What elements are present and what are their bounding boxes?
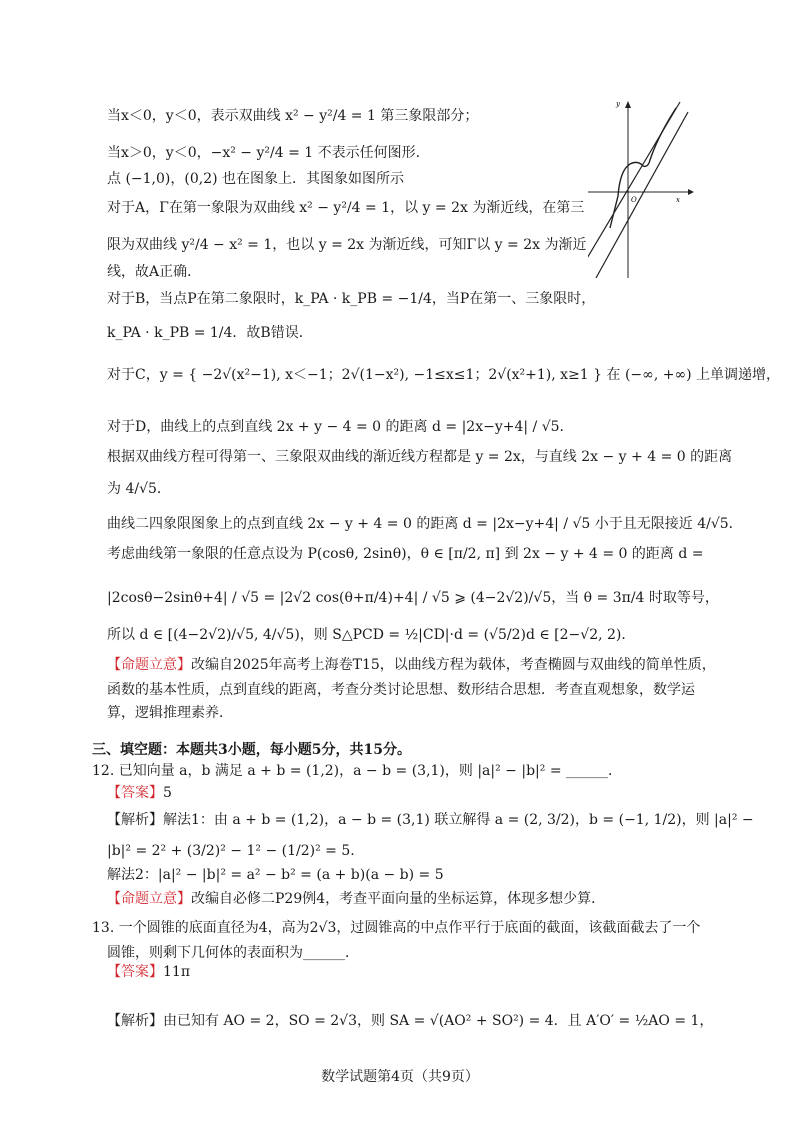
answer-value: 5 [163, 785, 172, 801]
answer-label: 【答案】 [107, 964, 163, 980]
text-line: 对于B，当点P在第二象限时，k_PA · k_PB = −1/4，当P在第一、三象限时， [107, 291, 596, 307]
q12-analysis-line [107, 811, 754, 829]
text-line: 为 4/√5． [107, 481, 171, 497]
text-line: k_PA · k_PB = 1/4．故B错误． [107, 325, 313, 341]
text-line: 对于A，Γ在第一象限为双曲线 x² − y²/4 = 1，以 y = 2x 为渐近线，在第三 [107, 200, 585, 216]
text-line: 点 (−1,0)，(0,2) 也在图象上．其图象如图所示 [107, 171, 405, 187]
q13-analysis [107, 1012, 713, 1030]
text-line: 线，故A正确． [107, 264, 202, 280]
text-line: 算，逻辑推理素养． [107, 705, 233, 721]
intent-text: 改编自2025年高考上海卷T15，以曲线方程为载体，考查椭圆与双曲线的简单性质， [191, 657, 716, 673]
answer-label: 【答案】 [107, 785, 163, 801]
q12-stem: 12. 已知向量 a，b 满足 a + b = (1,2)，a − b = (3,1)，则 |a|² − |b|² = ______． [92, 763, 623, 779]
text-line: 曲线二四象限图象上的点到直线 2x − y + 4 = 0 的距离 d = |2x−y+4| / √5 小于且无限接近 4/√5． [107, 516, 743, 532]
hyperbola-graph [588, 100, 696, 280]
text-line: |2cosθ−2sinθ+4| / √5 = |2√2 cos(θ+π/4)+4| / √5 ⩾ (4−2√2)/√5，当 θ = 3π/4 时取等号， [107, 590, 719, 606]
text-line: |b|² = 2² + (3/2)² − 1² − (1/2)² = 5. [107, 843, 355, 859]
text-line: 限为双曲线 y²/4 − x² = 1，也以 y = 2x 为渐近线，可知Γ以 y = 2x 为渐近 [107, 237, 587, 253]
intent-label: 【命题立意】 [107, 891, 191, 907]
intent-line [107, 656, 716, 674]
text-line: 解法2：|a|² − |b|² = a² − b² = (a + b)(a − b) = 5 [107, 867, 444, 883]
intent-label: 【命题立意】 [107, 657, 191, 673]
origin-label: O [631, 196, 637, 204]
line-2x-y-4 [596, 112, 688, 278]
q12-intent [107, 890, 605, 908]
text-line: 当x＜0，y＜0，表示双曲线 x² − y²/4 = 1 第三象限部分； [107, 108, 479, 124]
text-line: 所以 d ∈ [(4−2√2)/√5, 4/√5)，则 S△PCD = ½|CD|·d = (√5/2)d ∈ [2−√2, 2)． [107, 627, 636, 643]
analysis-text: 解法1：由 a + b = (1,2)，a − b = (3,1) 联立解得 a = (2, 3/2)，b = (−1, 1/2)，则 |a|² − [163, 812, 754, 828]
analysis-label: 【解析】 [107, 812, 163, 828]
analysis-text: 由已知有 AO = 2，SO = 2√3，则 SA = √(AO² + SO²) = 4．且 A′O′ = ½AO = 1， [163, 1013, 714, 1029]
y-axis-arrow [625, 101, 631, 108]
q13-stem: 圆锥，则剩下几何体的表面积为______． [107, 945, 359, 961]
answer-value: 11π [163, 964, 191, 980]
q12-answer [107, 784, 172, 802]
intent-text: 改编自必修二P29例4，考查平面向量的坐标运算，体现多想少算． [191, 891, 606, 907]
text-line: 考虑曲线第一象限的任意点设为 P(cosθ, 2sinθ)，θ ∈ [π/2, π] 到 2x − y + 4 = 0 的距离 d = [107, 546, 704, 562]
y-axis-label: y [616, 100, 620, 108]
text-line: 对于D，曲线上的点到直线 2x + y − 4 = 0 的距离 d = |2x−y+4| / √5． [107, 419, 574, 435]
x-axis-arrow [688, 189, 694, 195]
analysis-label: 【解析】 [107, 1013, 163, 1029]
x-axis-label: x [676, 196, 680, 204]
q13-answer [107, 963, 190, 981]
section-heading: 三、填空题：本题共3小题，每小题5分，共15分。 [92, 742, 411, 758]
q13-stem: 13. 一个圆锥的底面直径为4，高为2√3，过圆锥高的中点作平行于底面的截面，该截面截去了一个 [92, 920, 701, 936]
text-line: 函数的基本性质，点到直线的距离，考查分类讨论思想、数形结合思想．考查直观想象，数学运 [107, 682, 695, 698]
text-line: 对于C，y = { −2√(x²−1), x＜−1；2√(1−x²), −1≤x≤1；2√(x²+1), x≥1 } 在 (−∞, +∞) 上单调递增， [107, 367, 781, 383]
text-line: 当x＞0，y＜0，−x² − y²/4 = 1 不表示任何图形. [107, 145, 421, 161]
page-footer: 数学试题第4页（共9页） [321, 1069, 479, 1085]
asymptote-line [588, 102, 680, 260]
text-line: 根据双曲线方程可得第一、三象限双曲线的渐近线方程都是 y = 2x，与直线 2x − y + 4 = 0 的距离 [107, 449, 733, 465]
